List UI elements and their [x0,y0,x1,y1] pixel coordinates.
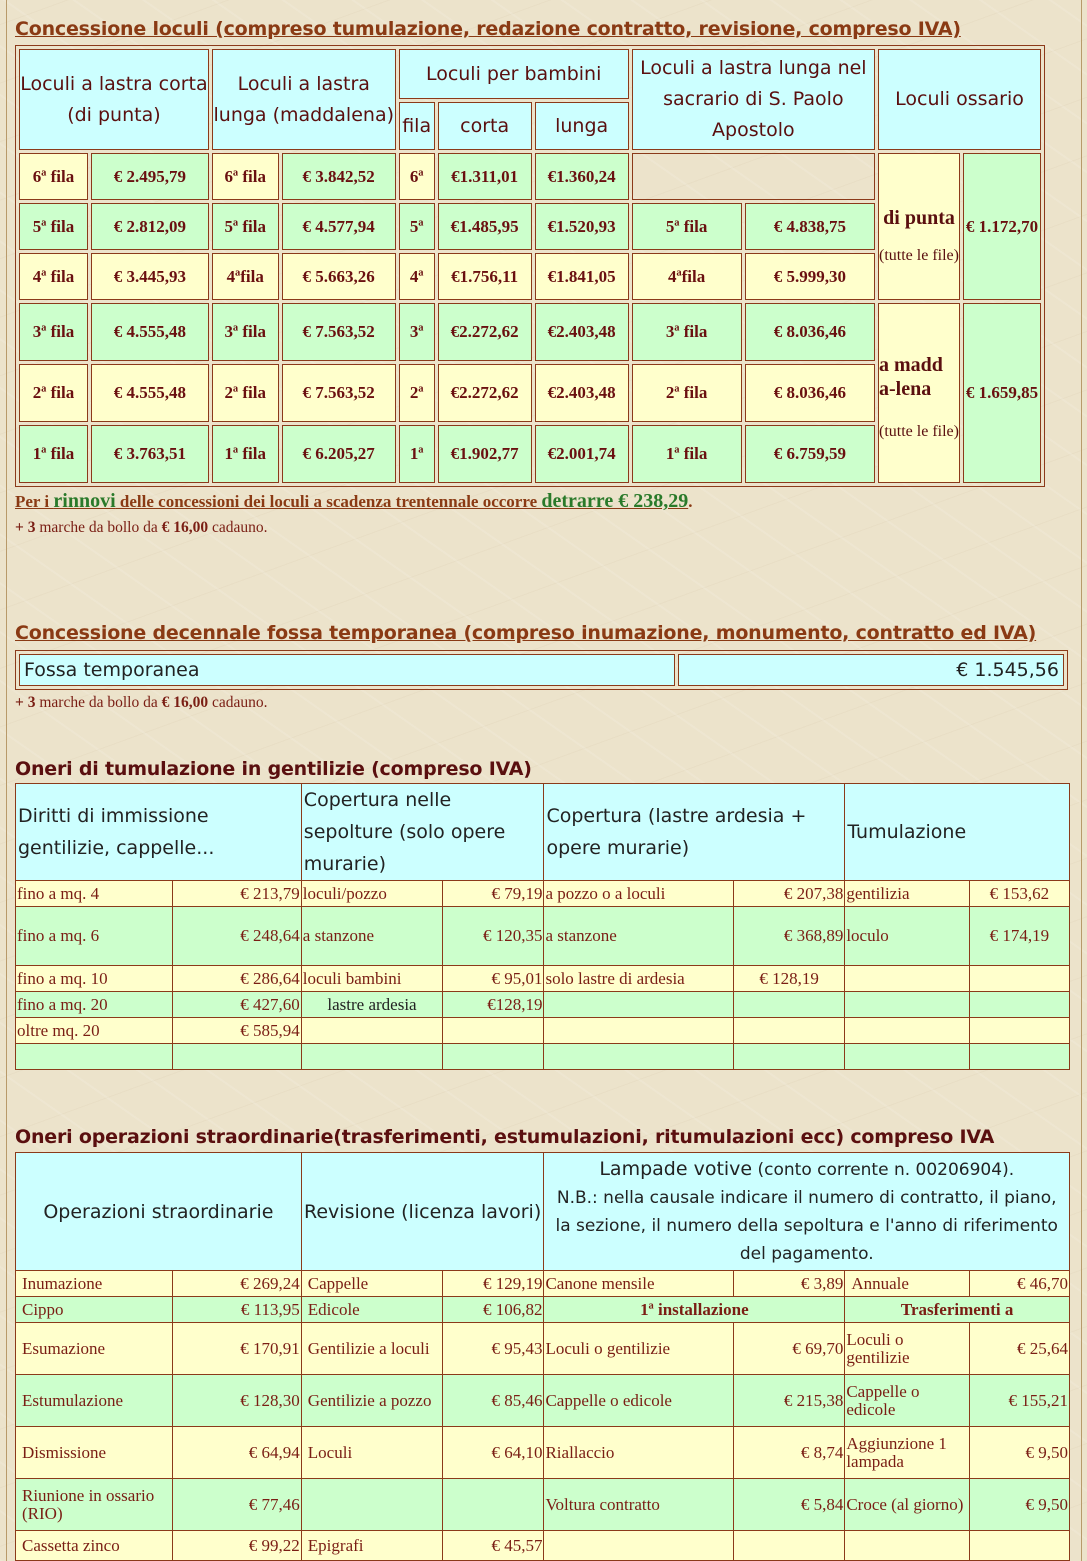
cell-value: € 8,74 [734,1427,845,1479]
row-bambini-corta: €1.902,77 [438,425,532,483]
row-bambini-fila: 4ª [399,253,435,300]
cell-value [443,1479,544,1531]
cell: oltre mq. 20 [16,1018,173,1044]
cell [302,1479,443,1531]
cell-value: € 45,57 [443,1531,544,1561]
cell-value: € 174,19 [970,907,1070,966]
header-operazioni: Operazioni straordinarie [16,1153,302,1271]
cell: Canone mensile [544,1271,734,1297]
row-lunga-value: € 7.563,52 [282,303,396,361]
row-corta-value: € 3.445,93 [91,253,209,300]
row-lunga-value: € 7.563,52 [282,364,396,422]
cell-value: € 9,50 [970,1479,1070,1531]
row-fila: 4ªfila [212,253,279,300]
header-diritti: Diritti di immissione gentilizie, cappelle... [16,784,302,881]
cell-value: € 128,19 [734,966,845,992]
cell-value: € 79,19 [443,881,544,907]
row-sacrario-fila: 3ª fila [632,303,742,361]
cell [16,1044,173,1070]
cell: Loculi [302,1427,443,1479]
cell-value [970,1018,1070,1044]
cell-value: € 128,30 [173,1375,301,1427]
row-sacrario-value: € 6.759,59 [745,425,875,483]
cell [544,1531,734,1561]
cell [302,1018,443,1044]
row-bambini-lunga: €2.001,74 [535,425,629,483]
row-sacrario-fila: 1ª fila [632,425,742,483]
cell-value [443,1018,544,1044]
cell-value [970,992,1070,1018]
cell: loculo [845,907,969,966]
fossa-value: € 1.545,56 [678,654,1064,686]
cell-value: € 215,38 [734,1375,845,1427]
section-title-loculi: Concessione loculi (compreso tumulazione, redazione contratto, revisione, compreso IVA) [15,18,961,40]
cell-value: €128,19 [443,992,544,1018]
ossario-maddalena-value: € 1.659,85 [963,303,1041,483]
header-bambini-fila: fila [399,102,435,150]
cell-value: € 69,70 [734,1323,845,1375]
cell-value: € 427,60 [173,992,301,1018]
cell-value: € 5,84 [734,1479,845,1531]
cell: loculi bambini [302,966,443,992]
cell-value: € 248,64 [173,907,301,966]
tumulazione-table [15,783,1070,1070]
cell-value: € 213,79 [173,881,301,907]
lampade-nb: N.B.: nella causale indicare il numero di contratto, il piano, la sezione, il numero della sepoltura e l'anno di riferimento del pagamento. [555,1188,1058,1264]
cell-value: € 95,01 [443,966,544,992]
row-sacrario-value: € 8.036,46 [745,303,875,361]
row-fila: 1ª fila [212,425,279,483]
row-lunga-value: € 5.663,26 [282,253,396,300]
ossario-punta-title: di punta [883,206,955,229]
row-bambini-corta: €1.485,95 [438,203,532,250]
cell [845,966,969,992]
fossa-table [15,650,1068,690]
note-bollo-2: + 3 marche da bollo da € 16,00 cadauno. [15,694,268,711]
cell-value [970,1531,1070,1561]
cell: solo lastre di ardesia [544,966,734,992]
cell-value: € 3,89 [734,1271,845,1297]
header-bambini-corta: corta [438,102,532,150]
section-title-straordinarie: Oneri operazioni straordinarie(trasferimenti, estumulazioni, ritumulazioni ecc) compreso IVA [15,1126,995,1148]
cell-value: € 269,24 [173,1271,301,1297]
cell-value: € 95,43 [443,1323,544,1375]
cell-value [734,1018,845,1044]
straordinarie-table [15,1152,1070,1561]
cell [845,1044,969,1070]
cell: Estumulazione [16,1375,173,1427]
loculi-table [15,45,1045,487]
cell-value: € 99,22 [173,1531,301,1561]
cell-value: € 77,46 [173,1479,301,1531]
cell-value: € 155,21 [970,1375,1070,1427]
cell-value [734,1044,845,1070]
row-fila: 6ª fila [212,153,279,200]
row-bambini-lunga: €2.403,48 [535,364,629,422]
section-title-tumulazione: Oneri di tumulazione in gentilizie (compreso IVA) [15,758,532,780]
row-fila: 2ª fila [212,364,279,422]
row-bambini-corta: €1.756,11 [438,253,532,300]
cell: Croce (al giorno) [845,1479,969,1531]
row-lunga-value: € 3.842,52 [282,153,396,200]
ossario-punta-label [878,153,960,300]
row-bambini-fila: 2ª [399,364,435,422]
cell: fino a mq. 10 [16,966,173,992]
cell: Gentilizie a pozzo [302,1375,443,1427]
row-bambini-fila: 6ª [399,153,435,200]
ossario-punta-note: (tutte le file) [879,246,959,264]
ossario-punta-value: € 1.172,70 [963,153,1041,300]
row-bambini-lunga: €2.403,48 [535,303,629,361]
cell-value: € 286,64 [173,966,301,992]
cell: Loculi o gentilizie [544,1323,734,1375]
row-corta-value: € 4.555,48 [91,364,209,422]
row-sacrario-fila: 5ª fila [632,203,742,250]
header-sacrario: Loculi a lastra lunga nel sacrario di S. Paolo Apostolo [632,49,875,150]
row-bambini-corta: €2.272,62 [438,303,532,361]
header-loculi-corta: Loculi a lastra corta (di punta) [19,49,209,150]
cell: Riallaccio [544,1427,734,1479]
cell: Loculi o gentilizie [845,1323,969,1375]
row-fila: 3ª fila [212,303,279,361]
row-corta-value: € 3.763,51 [91,425,209,483]
cell-value [734,992,845,1018]
cell: Dismissione [16,1427,173,1479]
cell: a pozzo o a loculi [544,881,734,907]
ossario-maddalena-title: a madda-lena [879,354,943,401]
row-bambini-fila: 3ª [399,303,435,361]
cell: Gentilizie a loculi [302,1323,443,1375]
lampade-title: Lampade votive [599,1158,753,1180]
row-corta-value: € 2.495,79 [91,153,209,200]
cell [544,1044,734,1070]
header-copertura-ardesia: Copertura (lastre ardesia + opere murarie) [544,784,845,881]
note-rinnovi-text: Per i rinnovi delle concessioni dei loculi a scadenza trentennale occorre detrarre € 238,29 [15,490,689,512]
cell-value: € 170,91 [173,1323,301,1375]
cell: loculi/pozzo [302,881,443,907]
row-bambini-lunga: €1.841,05 [535,253,629,300]
row-bambini-fila: 1ª [399,425,435,483]
note-bollo-1: + 3 marche da bollo da € 16,00 cadauno. [15,519,268,536]
cell [302,1044,443,1070]
cell-value: € 129,19 [443,1271,544,1297]
cell: Aggiunzione 1 lampada [845,1427,969,1479]
header-bambini-lunga: lunga [535,102,629,150]
row-bambini-lunga: €1.520,93 [535,203,629,250]
cell [845,1531,969,1561]
cell-value: € 85,46 [443,1375,544,1427]
header-lampade [544,1153,1070,1271]
row-bambini-corta: €1.311,01 [438,153,532,200]
cell: Cippo [16,1297,173,1323]
row-corta-value: € 2.812,09 [91,203,209,250]
cell [845,992,969,1018]
cell-value: € 106,82 [443,1297,544,1323]
cell-value: € 113,95 [173,1297,301,1323]
cell: fino a mq. 4 [16,881,173,907]
cell: Riunione in ossario (RIO) [16,1479,173,1531]
row-fila: 3ª fila [19,303,88,361]
cell: Inumazione [16,1271,173,1297]
row-sacrario-value: € 8.036,46 [745,364,875,422]
cell: Cassetta zinco [16,1531,173,1561]
header-tumulazione: Tumulazione [845,784,1070,881]
lampade-cc: (conto corrente n. 00206904). [752,1160,1015,1180]
row-fila: 2ª fila [19,364,88,422]
cell: Cappelle o edicole [544,1375,734,1427]
cell [845,1018,969,1044]
row-fila: 5ª fila [19,203,88,250]
cell-value: € 368,89 [734,907,845,966]
row-fila: 1ª fila [19,425,88,483]
header-loculi-lunga: Loculi a lastra lunga (maddalena) [212,49,396,150]
row-lunga-value: € 4.577,94 [282,203,396,250]
cell: Cappelle [302,1271,443,1297]
cell [544,1018,734,1044]
row-sacrario-fila: 4ªfila [632,253,742,300]
cell: Cappelle o edicole [845,1375,969,1427]
cell: Edicole [302,1297,443,1323]
cell-value: € 46,70 [970,1271,1070,1297]
row-sacrario-value: € 4.838,75 [745,203,875,250]
ossario-maddalena-note: (tutte le file) [879,423,959,441]
subheader-trasferimenti: Trasferimenti a [845,1297,1070,1323]
cell: fino a mq. 20 [16,992,173,1018]
header-copertura-sepolture: Copertura nelle sepolture (solo opere murarie) [302,784,545,881]
cell-value: € 585,94 [173,1018,301,1044]
row-lunga-value: € 6.205,27 [282,425,396,483]
cell-value: € 64,94 [173,1427,301,1479]
cell-value: € 207,38 [734,881,845,907]
cell-value [734,1531,845,1561]
header-loculi-bambini: Loculi per bambini [399,49,629,99]
row-sacrario-fila: 2ª fila [632,364,742,422]
cell: Epigrafi [302,1531,443,1561]
header-ossario: Loculi ossario [878,49,1041,150]
row-bambini-fila: 5ª [399,203,435,250]
cell: a stanzone [302,907,443,966]
cell-value [970,966,1070,992]
cell-value [443,1044,544,1070]
cell-value [173,1044,301,1070]
row-fila: 5ª fila [212,203,279,250]
cell: fino a mq. 6 [16,907,173,966]
cell: Annuale [845,1271,969,1297]
row-bambini-lunga: €1.360,24 [535,153,629,200]
row-fila: 4ª fila [19,253,88,300]
cell-value: € 153,62 [970,881,1070,907]
row-corta-value: € 4.555,48 [91,303,209,361]
sacrario-empty [632,153,875,200]
ossario-maddalena-label [878,303,960,483]
row-bambini-corta: €2.272,62 [438,364,532,422]
cell: gentilizia [845,881,969,907]
cell-value: € 120,35 [443,907,544,966]
fossa-label: Fossa temporanea [19,654,675,686]
note-rinnovi: Per i rinnovi delle concessioni dei loculi a scadenza trentennale occorre detrarre € 238,29. [15,490,693,512]
cell-value: € 64,10 [443,1427,544,1479]
cell [544,992,734,1018]
header-revisione: Revisione (licenza lavori) [302,1153,545,1271]
row-sacrario-value: € 5.999,30 [745,253,875,300]
row-fila: 6ª fila [19,153,88,200]
cell: Esumazione [16,1323,173,1375]
section-title-fossa: Concessione decennale fossa temporanea (compreso inumazione, monumento, contratto ed IVA) [15,622,1037,644]
cell-value: € 25,64 [970,1323,1070,1375]
cell: Voltura contratto [544,1479,734,1531]
subheader-installazione: 1ª installazione [544,1297,845,1323]
cell: a stanzone [544,907,734,966]
cell-value [970,1044,1070,1070]
cell: lastre ardesia [302,992,443,1018]
cell-value: € 9,50 [970,1427,1070,1479]
